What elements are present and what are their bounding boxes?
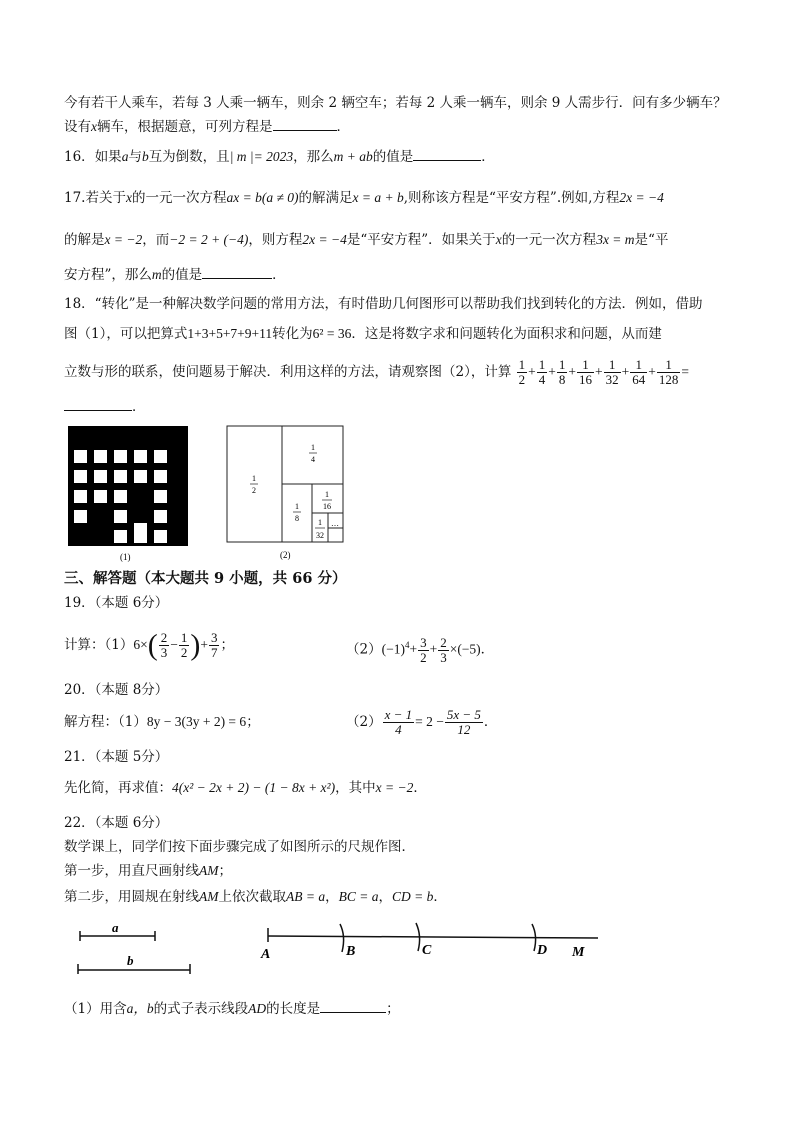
figure-1-caption: (1) — [120, 552, 131, 562]
ray-am-figure — [256, 918, 606, 966]
q15-line1: 今有若干人乘车，若每 3 人乘一辆车，则余 2 辆空车；若每 2 人乘一辆车，则余 9 人需步行．问有多少辆车？ — [64, 95, 727, 111]
q19-title: 19．（本题 6分） — [64, 595, 169, 611]
fraction: $\frac{1}{64}$ — [632, 357, 646, 387]
svg-text:8: 8 — [295, 514, 299, 523]
q20-part1: 解方程：（1）8y − 3(3y + 2) = 6； — [64, 714, 260, 730]
fraction: $\frac{1}{4}$ — [538, 357, 546, 387]
svg-text:16: 16 — [323, 502, 331, 511]
q21-title: 21．（本题 5分） — [64, 749, 169, 765]
q19-part2: $(2)(-1)^4+$ $\frac{3}{2}$ + $\frac{2}{3}$ ×(−5)． — [346, 634, 495, 665]
fraction: $\frac{1}{8}$ — [558, 357, 566, 387]
q16: 16．如果a与b互为倒数，且| m |= 2023，那么m + ab的值是 ． — [64, 149, 495, 165]
fraction: $\frac{1}{32}$ — [605, 357, 619, 387]
svg-text:1: 1 — [311, 443, 315, 452]
section-heading: 三、解答题（本大题共 9 小题，共 66 分） — [64, 570, 347, 587]
answer-blank[interactable] — [64, 398, 132, 411]
svg-text:4: 4 — [311, 455, 315, 464]
answer-blank[interactable] — [413, 148, 481, 161]
point-C: C — [422, 943, 432, 958]
q19-part1: 计算：（1）6×( $\frac{2}{3}$ − $\frac{1}{2}$ )+ $\frac{3}{7}$ ； — [64, 628, 234, 662]
svg-text:2: 2 — [252, 486, 256, 495]
q22-sub1: （1）用含a，b的式子表示线段AD的长度是 ； — [64, 1001, 400, 1017]
svg-text:1: 1 — [295, 502, 299, 511]
q20-title: 20．（本题 8分） — [64, 682, 169, 698]
q17-line2: 的解是x = −2，而−2 = 2 + (−4)，则方程2x = −4是“平安方程”．如果关于x的一元一次方程3x = m是“平 — [64, 232, 669, 248]
svg-text:32: 32 — [316, 531, 324, 540]
q22-line3: 第二步，用圆规在射线AM上依次截取AB = a，BC = a，CD = b． — [64, 889, 447, 905]
q18-line2: 图（1），可以把算式1+3+5+7+9+11转化为6² = 36．这是将数字求和问题转化为面积求和问题，从而建 — [64, 326, 662, 342]
q18-line3: 立数与形的联系，使问题易于解决．利用这样的方法，请观察图（2），计算 $\frac{1}{2}$ + $\frac{1}{4}$ + $\frac{1}{8}$ + $\frac{1}{16}$ + $\frac{1}{32}$ + $\frac{1}{64}$ + $\frac{1}{128}$ = — [64, 357, 690, 387]
q17-line3: 安方程”，那么m的值是 ． — [64, 267, 286, 283]
svg-text:1: 1 — [325, 490, 329, 499]
fraction: $\frac{1}{2}$ — [518, 357, 526, 387]
figure-1-grid — [66, 424, 200, 564]
q15-line2: 设有x辆车，根据题意，可列方程是 ． — [64, 119, 350, 135]
answer-blank[interactable] — [273, 118, 337, 131]
q18-line1: 18．“转化”是一种解决数学问题的常用方法，有时借助几何图形可以帮助我们找到转化的方法．例如，借助 — [64, 296, 703, 312]
q21-body: 先化简，再求值：4(x² − 2x + 2) − (1 − 8x + x²)，其中x = −2． — [64, 780, 427, 796]
q22-title: 22．（本题 6分） — [64, 815, 169, 831]
fraction: $\frac{1}{128}$ — [658, 357, 679, 387]
svg-text:…: … — [331, 519, 339, 528]
q17-line1: 17.若关于x的一元一次方程ax = b(a ≠ 0)的解满足x = a + b,则称该方程是“平安方程”.例如,方程2x = −4 — [64, 190, 664, 206]
figure-2-caption: (2) — [280, 550, 291, 560]
q22-line1: 数学课上，同学们按下面步骤完成了如图所示的尺规作图． — [64, 839, 415, 855]
point-M: M — [572, 945, 585, 960]
segments-a-b — [72, 918, 202, 976]
svg-text:1: 1 — [318, 518, 322, 527]
label-a: a — [112, 920, 119, 935]
point-A: A — [261, 947, 271, 962]
svg-text:1: 1 — [252, 474, 256, 483]
q22-line2: 第一步，用直尺画射线AM； — [64, 863, 232, 879]
point-B: B — [346, 944, 356, 959]
answer-blank[interactable] — [320, 1000, 386, 1013]
fraction: $\frac{1}{16}$ — [579, 357, 593, 387]
answer-blank[interactable] — [202, 266, 272, 279]
point-D: D — [537, 943, 548, 958]
figure-2-squares — [224, 424, 348, 564]
label-b: b — [127, 953, 134, 968]
q20-part2: （2） $\frac{x - 1}{4}$ = 2 − $\frac{5x - 5}{12}$ ． — [346, 707, 498, 737]
q18-line4: ． — [64, 398, 146, 416]
